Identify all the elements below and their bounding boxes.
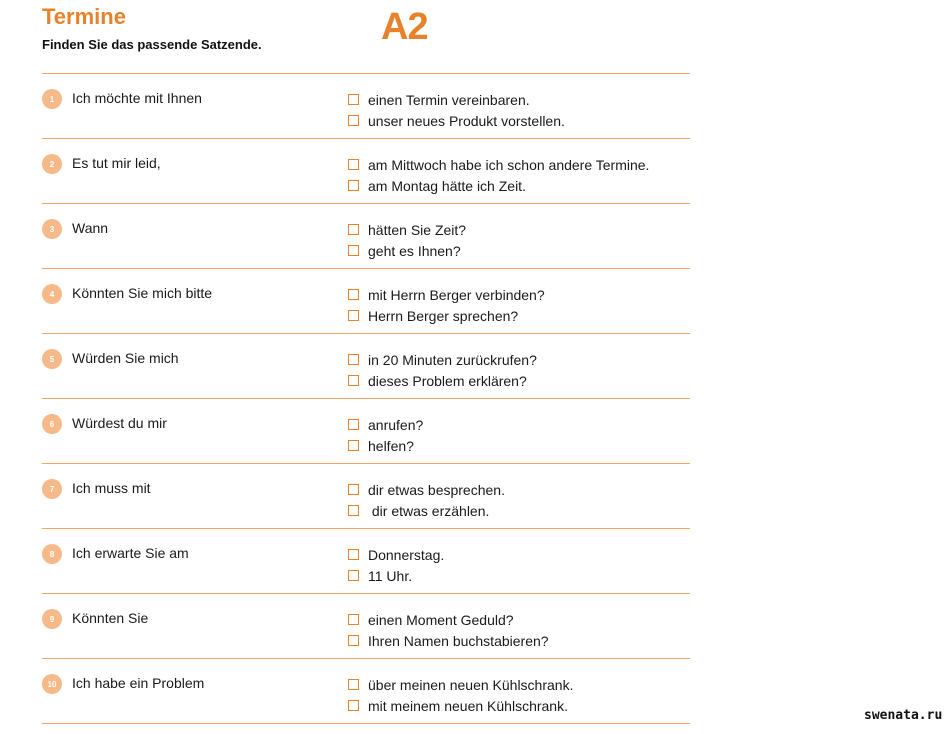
- checkbox-icon[interactable]: [348, 570, 359, 581]
- exercise-row: [42, 529, 690, 594]
- option-choice[interactable]: [348, 630, 549, 651]
- option-label: mit meinem neuen Kühlschrank.: [368, 697, 568, 714]
- option-choice[interactable]: [348, 695, 573, 716]
- checkbox-icon[interactable]: [348, 700, 359, 711]
- checkbox-icon[interactable]: [348, 375, 359, 386]
- checkbox-icon[interactable]: [348, 245, 359, 256]
- item-number-badge: 8: [42, 544, 62, 564]
- option-label: unser neues Produkt vorstellen.: [368, 112, 565, 129]
- checkbox-icon[interactable]: [348, 354, 359, 365]
- option-label: einen Termin vereinbaren.: [368, 91, 530, 108]
- option-label: anrufen?: [368, 416, 424, 433]
- option-choice[interactable]: [348, 609, 549, 630]
- item-number-badge: 9: [42, 609, 62, 629]
- option-group: [348, 414, 423, 456]
- option-label: geht es Ihnen?: [368, 242, 461, 259]
- option-choice[interactable]: [348, 500, 505, 521]
- exercise-row: [42, 464, 690, 529]
- option-label: hätten Sie Zeit?: [368, 221, 467, 238]
- option-label: am Montag hätte ich Zeit.: [368, 177, 526, 194]
- option-group: [348, 479, 505, 521]
- option-choice[interactable]: [348, 154, 649, 175]
- option-choice[interactable]: [348, 284, 545, 305]
- option-group: [348, 349, 537, 391]
- exercise-row: [42, 399, 690, 464]
- page-title: Termine: [42, 4, 126, 29]
- option-choice[interactable]: [348, 240, 466, 261]
- option-group: [348, 219, 466, 261]
- option-group: [348, 154, 649, 196]
- option-group: [348, 674, 573, 716]
- checkbox-icon[interactable]: [348, 679, 359, 690]
- checkbox-icon[interactable]: [348, 94, 359, 105]
- option-choice[interactable]: [348, 435, 423, 456]
- sentence-start: Ich möchte mit Ihnen: [72, 90, 202, 106]
- item-number-badge: 6: [42, 414, 62, 434]
- checkbox-icon[interactable]: [348, 159, 359, 170]
- checkbox-icon[interactable]: [348, 440, 359, 451]
- option-label: einen Moment Geduld?: [368, 611, 514, 628]
- exercise-row: [42, 74, 690, 139]
- option-choice[interactable]: [348, 479, 505, 500]
- checkbox-icon[interactable]: [348, 635, 359, 646]
- option-choice[interactable]: [348, 414, 423, 435]
- sentence-start: Könnten Sie: [72, 610, 149, 626]
- item-number-badge: 2: [42, 154, 62, 174]
- option-choice[interactable]: [348, 370, 537, 391]
- exercise-row: [42, 139, 690, 204]
- option-choice[interactable]: [348, 219, 466, 240]
- option-choice[interactable]: [348, 349, 537, 370]
- checkbox-icon[interactable]: [348, 419, 359, 430]
- checkbox-icon[interactable]: [348, 549, 359, 560]
- item-number-badge: 3: [42, 219, 62, 239]
- checkbox-icon[interactable]: [348, 505, 359, 516]
- sentence-start: Es tut mir leid,: [72, 155, 161, 171]
- exercise-row: [42, 269, 690, 334]
- exercise-list: [42, 73, 690, 724]
- option-label: dir etwas erzählen.: [368, 502, 490, 519]
- option-label: Donnerstag.: [368, 546, 445, 563]
- option-label: Herrn Berger sprechen?: [368, 307, 519, 324]
- checkbox-icon[interactable]: [348, 310, 359, 321]
- item-number-badge: 10: [42, 674, 62, 694]
- item-number-badge: 1: [42, 89, 62, 109]
- option-group: [348, 284, 545, 326]
- option-choice[interactable]: [348, 674, 573, 695]
- instruction: Finden Sie das passende Satzende.: [42, 37, 262, 52]
- option-label: am Mittwoch habe ich schon andere Termine.: [368, 156, 650, 173]
- option-choice[interactable]: [348, 89, 565, 110]
- checkbox-icon[interactable]: [348, 224, 359, 235]
- option-choice[interactable]: [348, 565, 444, 586]
- watermark: swenata.ru: [864, 708, 943, 723]
- option-label: Ihren Namen buchstabieren?: [368, 632, 549, 649]
- level-badge: A2: [381, 6, 428, 48]
- exercise-row: [42, 594, 690, 659]
- exercise-row: [42, 334, 690, 399]
- option-group: [348, 609, 549, 651]
- sentence-start: Würdest du mir: [72, 415, 167, 431]
- option-label: helfen?: [368, 437, 414, 454]
- checkbox-icon[interactable]: [348, 614, 359, 625]
- option-label: dir etwas besprechen.: [368, 481, 505, 498]
- sentence-start: Wann: [72, 220, 109, 236]
- sentence-start: Ich erwarte Sie am: [72, 545, 189, 561]
- checkbox-icon[interactable]: [348, 484, 359, 495]
- item-number-badge: 4: [42, 284, 62, 304]
- option-choice[interactable]: [348, 110, 565, 131]
- option-label: mit Herrn Berger verbinden?: [368, 286, 545, 303]
- option-label: in 20 Minuten zurückrufen?: [368, 351, 537, 368]
- option-label: dieses Problem erklären?: [368, 372, 527, 389]
- checkbox-icon[interactable]: [348, 289, 359, 300]
- checkbox-icon[interactable]: [348, 180, 359, 191]
- sentence-start: Würden Sie mich: [72, 350, 179, 366]
- option-group: [348, 544, 444, 586]
- option-label: 11 Uhr.: [368, 567, 413, 584]
- option-choice[interactable]: [348, 305, 545, 326]
- sentence-start: Ich muss mit: [72, 480, 151, 496]
- option-choice[interactable]: [348, 544, 444, 565]
- sentence-start: Könnten Sie mich bitte: [72, 285, 213, 301]
- option-choice[interactable]: [348, 175, 649, 196]
- checkbox-icon[interactable]: [348, 115, 359, 126]
- option-label: über meinen neuen Kühlschrank.: [368, 676, 574, 693]
- sentence-start: Ich habe ein Problem: [72, 675, 205, 691]
- item-number-badge: 5: [42, 349, 62, 369]
- exercise-row: [42, 204, 690, 269]
- exercise-row: [42, 659, 690, 724]
- option-group: [348, 89, 565, 131]
- item-number-badge: 7: [42, 479, 62, 499]
